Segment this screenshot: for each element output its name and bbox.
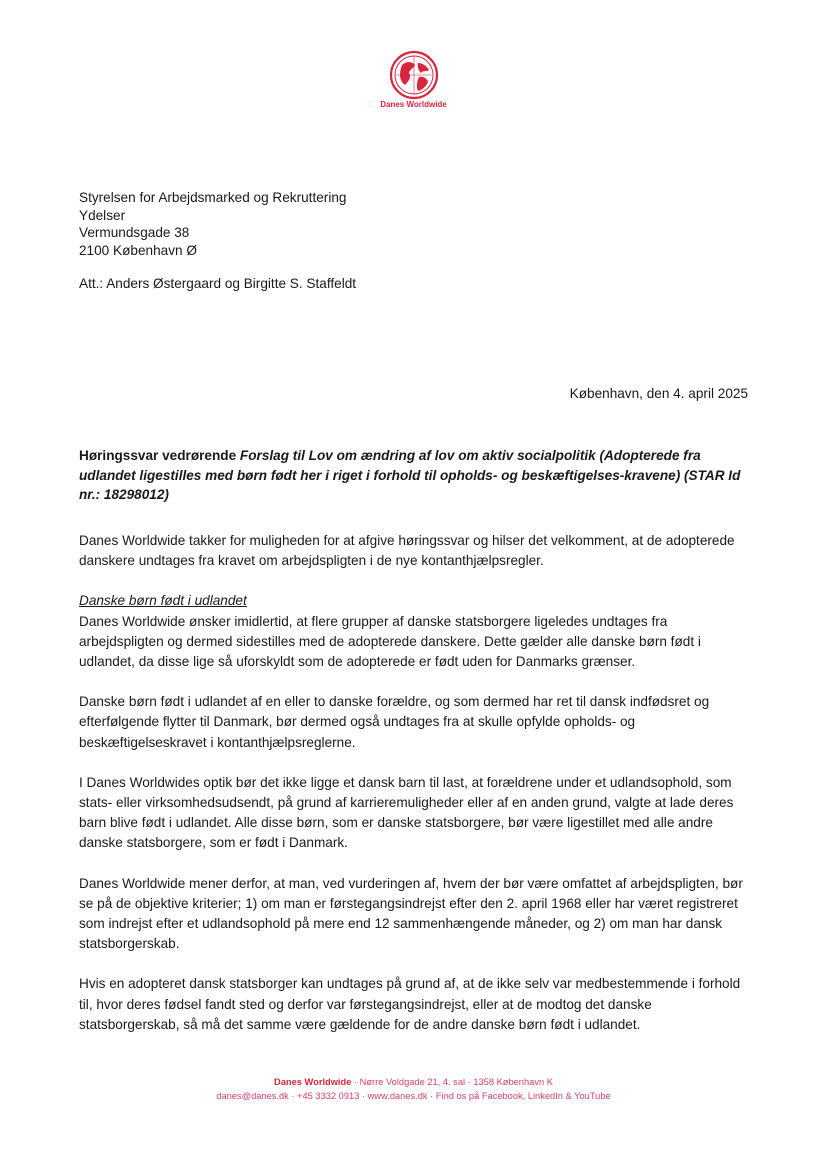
footer-org: Danes Worldwide xyxy=(274,1077,352,1087)
subject-prefix: Høringssvar vedrørende xyxy=(79,448,240,463)
footer-address: · Nørre Voldgade 21, 4. sal · 1358 København K xyxy=(351,1077,553,1087)
recipient-line-3: Vermundsgade 38 xyxy=(79,225,190,240)
footer-line-2: danes@danes.dk · +45 3332 0913 · www.danes.dk · Find os på Facebook, LinkedIn & YouTube xyxy=(216,1090,611,1101)
letter-body xyxy=(79,531,754,1055)
subject-heading xyxy=(79,446,749,505)
logo-text: Danes Worldwide xyxy=(380,100,447,109)
recipient-line-2: Ydelser xyxy=(79,207,126,223)
footer xyxy=(0,1076,827,1103)
section-heading: Danske børn født i udlandet xyxy=(79,593,247,609)
footer-line-1 xyxy=(0,1076,827,1090)
recipient-line-1: Styrelsen for Arbejdsmarked og Rekruttering xyxy=(79,190,347,205)
paragraph-2: Danes Worldwide ønsker imidlertid, at flere grupper af danske statsborgere ligeledes undtages fra arbejdspligten og dermed sidestilles med de adopterede danskere. Dette gælder alle danske børn født i udlandet, da disse lige så uforskyldt som de adopterede er født uden for Danmarks grænser. xyxy=(79,613,701,670)
recipient-line-4: 2100 København Ø xyxy=(79,242,197,258)
paragraph-3: Danske børn født i udlandet af en eller to danske forældre, og som dermed har ret til dansk indfødsret og efterfølgende flytter til Danmark, bør dermed også undtages fra at skulle opfylde opholds- og beskæftigelseskravet i kontanthjælpsreglerne. xyxy=(79,694,710,750)
globe-icon xyxy=(388,49,440,101)
paragraph-5: Danes Worldwide mener derfor, at man, ved vurderingen af, hvem der bør være omfattet af arbejdspligten, bør se på de objektive kriterier; 1) om man er førstegangsindrejst efter den 2. april 1968 eller har været registreret som indrejst efter et udlandsophold på mere end 12 sammenhængende måneder, og 2) om man har dansk statsborgerskab. xyxy=(79,875,743,952)
letter-date: København, den 4. april 2025 xyxy=(569,386,748,401)
paragraph-1: Danes Worldwide takker for muligheden for at afgive høringssvar og hilser det velkomment, at de adopterede danskere undtages fra kravet om arbejdspligten i de nye kontanthjælpsregler. xyxy=(79,533,735,569)
recipient-address xyxy=(79,189,346,259)
subject-title: Forslag til Lov om ændring af lov om aktiv socialpolitik (Adopterede fra udlandet ligestilles med børn født her i riget i forhold til opholds- og beskæftigelses-kravene) (STAR Id nr.: 18298012) xyxy=(79,448,741,502)
paragraph-4: I Danes Worldwides optik bør det ikke ligge et dansk barn til last, at forældrene under et udlandsophold, som stats- eller virksomhedsudsendt, på grund af karrieremuligheder eller af en anden grund, valgte at lade deres barn blive født i udlandet. Alle disse børn, som er danske statsborgere, bør være ligestillet med alle andre danske statsborgere, som er født i Danmark. xyxy=(79,774,734,851)
paragraph-6: Hvis en adopteret dansk statsborger kan undtages på grund af, at de ikke selv var medbestemmende i forhold til, hvor deres fødsel fandt sted og derfor var førstegangsindrejst, eller at de modtog det danske statsborgerskab, så må det samme være gældende for de andre danske børn født i udlandet. xyxy=(79,976,741,1032)
attention-line: Att.: Anders Østergaard og Birgitte S. Staffeldt xyxy=(79,276,357,291)
